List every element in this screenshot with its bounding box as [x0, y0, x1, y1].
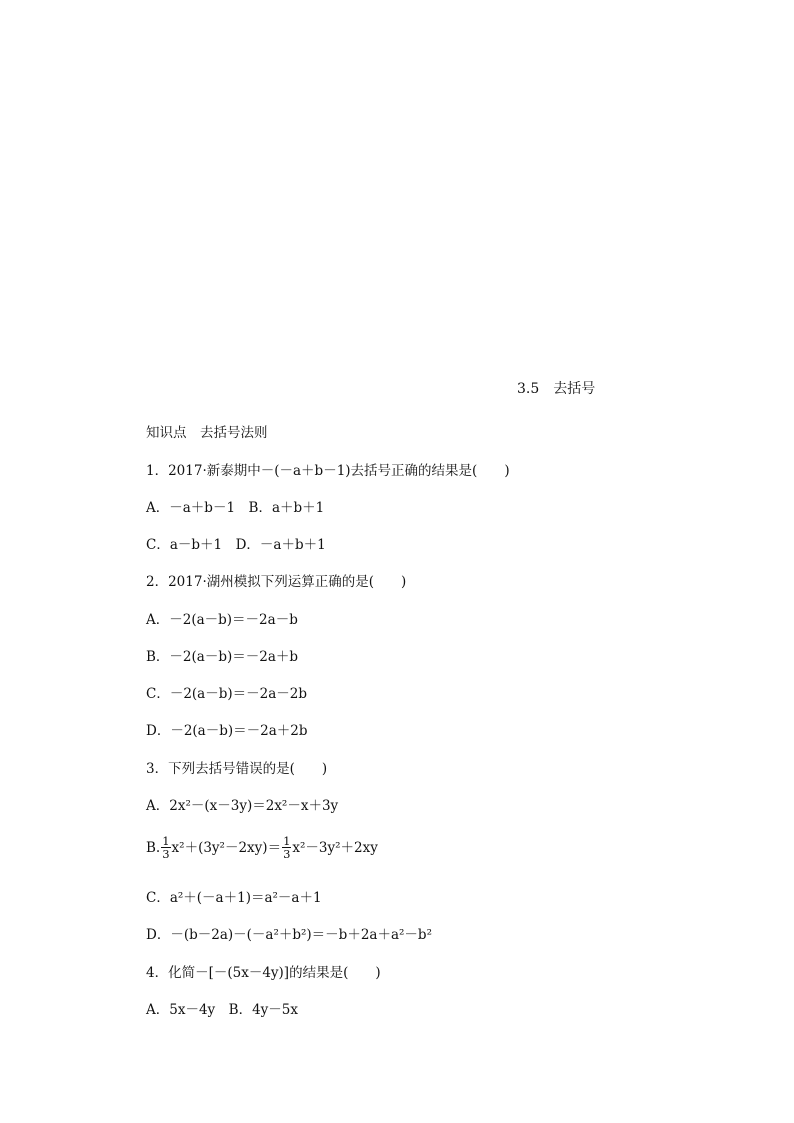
- fraction-one-third: [161, 835, 170, 860]
- option-b-middle: x²＋(3y²－2xy)＝: [171, 839, 282, 856]
- question-2-option-a: A．－2(a－b)＝－2a－b: [146, 612, 298, 628]
- fraction-denominator: 3: [283, 847, 291, 861]
- question-2-option-d: D．－2(a－b)＝－2a＋2b: [146, 723, 308, 739]
- option-b-prefix: B.: [146, 839, 161, 856]
- question-3-option-c: C．a²＋(－a＋1)＝a²－a＋1: [146, 890, 322, 906]
- section-title: [517, 380, 595, 398]
- option-b-suffix: x²－3y²＋2xy: [292, 839, 378, 856]
- question-2-option-b: B．－2(a－b)＝－2a＋b: [146, 649, 299, 665]
- question-2-option-c: C．－2(a－b)＝－2a－2b: [146, 686, 308, 702]
- question-3-option-d: D．－(b－2a)－(－a²＋b²)＝－b＋2a＋a²－b²: [146, 927, 432, 943]
- question-1-stem: 1．2017·新泰期中－(－a＋b－1)去括号正确的结果是( ): [146, 463, 510, 479]
- fraction-numerator: 1: [283, 834, 291, 848]
- question-1-options-cd: C．a－b＋1 D．－a＋b＋1: [146, 537, 326, 553]
- question-4-options-ab: A．5x－4y B．4y－5x: [146, 1002, 299, 1018]
- question-1-options-ab: A．－a＋b－1 B．a＋b＋1: [146, 500, 325, 516]
- question-2-stem: 2．2017·湖州模拟下列运算正确的是( ): [146, 574, 407, 590]
- question-3-stem: 3．下列去括号错误的是( ): [146, 761, 328, 777]
- fraction-numerator: 1: [162, 834, 170, 848]
- section-name: 去括号: [553, 381, 596, 397]
- question-3-option-b: [146, 835, 378, 860]
- question-3-option-a: A．2x²－(x－3y)＝2x²－x＋3y: [146, 798, 339, 814]
- question-4-stem: 4．化简－[－(5x－4y)]的结果是( ): [146, 965, 381, 981]
- knowledge-point-heading: 知识点 去括号法则: [146, 425, 268, 441]
- fraction-denominator: 3: [162, 847, 170, 861]
- section-number: 3.5: [517, 381, 540, 397]
- fraction-one-third: [282, 835, 291, 860]
